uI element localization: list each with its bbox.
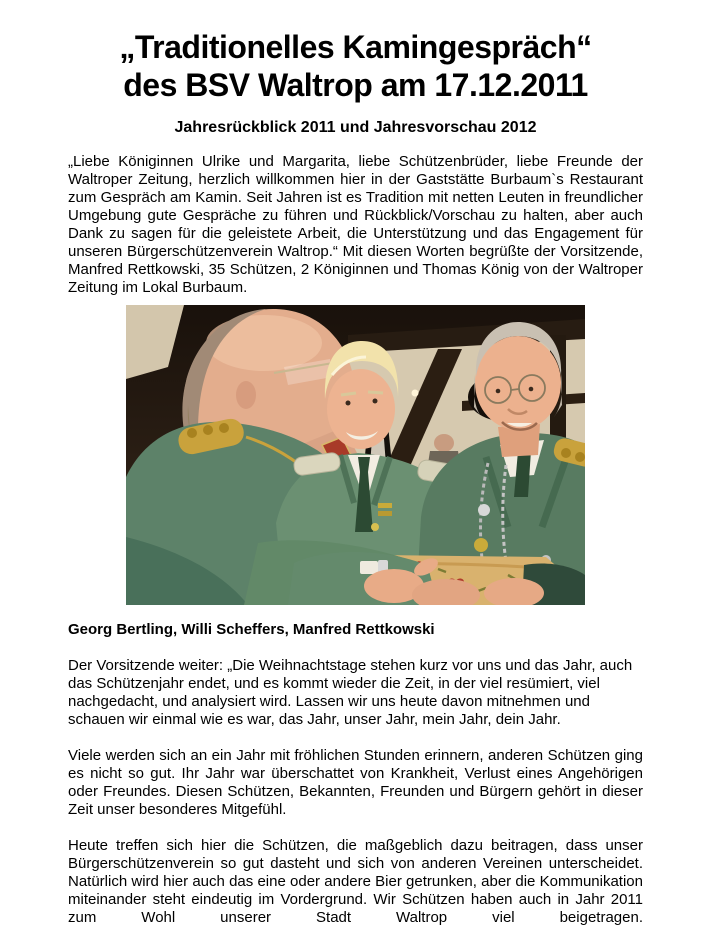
paragraph-intro: „Liebe Königinnen Ulrike und Margarita, liebe Schützenbrüder, liebe Freunde der Waltroper Zeitung, herzlich willkommen hier in der Gaststätte Burbaum`s Restaurant zum Gespräch am Kamin. Seit Jahren ist es Tradition mit netten Leuten in freundlicher Umgebung gute Gespräche zu führen und Rückblick/Vorschau zu halten, aber auch Dank zu sagen für die geleistete Arbeit, die Unterstützung und das Engagement für unseren Bürgerschützenverein Waltrop.“ Mit diesen Worten begrüßte der Vorsitzende, Manfred Rettkowski, 35 Schützen, 2 Königinnen und Thomas König von der Waltroper Zeitung im Lokal Burbaum. [68,153,643,296]
title-line-2: des BSV Waltrop am 17.12.2011 [123,67,588,103]
photo-caption: Georg Bertling, Willi Scheffers, Manfred Rettkowski [68,621,435,638]
page-title [68,28,643,104]
paragraph-remembrance: Viele werden sich an ein Jahr mit fröhlichen Stunden erinnern, anderen Schützen ging es nicht so gut. Ihr Jahr war überschattet von Krankheit, Verlust eines Angehörigen oder Freundes. Diesen Schützen, Bekannten, Freunden und Bürgern gehört in dieser Zeit unser besonderes Mitgefühl. [68,747,643,818]
paragraph-chairman: Der Vorsitzende weiter: „Die Weihnachtstage stehen kurz vor uns und das Jahr, auch das Schützenjahr endet, und es kommt wieder die Zeit, in der viel resümiert, viel nachgedacht, und analysiert wird. Lassen wir uns heute davon mitnehmen und schauen wir einmal wie es war, das Jahr, unser Jahr, mein Jahr, dein Jahr. [68,657,633,728]
paragraph-community: Heute treffen sich hier die Schützen, die maßgeblich dazu beitragen, dass unser Bürgerschützenverein so gut dasteht und sich von anderen Vereinen unterscheidet. Natürlich wird hier auch das eine oder andere Bier getrunken, aber die Kommunikation miteinander steht eindeutig im Vordergrund. Wir Schützen haben auch in Jahr 2011 zum Wohl unserer Stadt Waltrop viel beigetragen. [68,837,643,926]
subtitle: Jahresrückblick 2011 und Jahresvorschau 2012 [174,119,537,136]
group-photo [126,305,585,605]
title-line-1: „Traditionelles Kamingespräch“ [119,29,592,65]
photo-figure [68,305,643,605]
photo-lamp [412,390,419,397]
